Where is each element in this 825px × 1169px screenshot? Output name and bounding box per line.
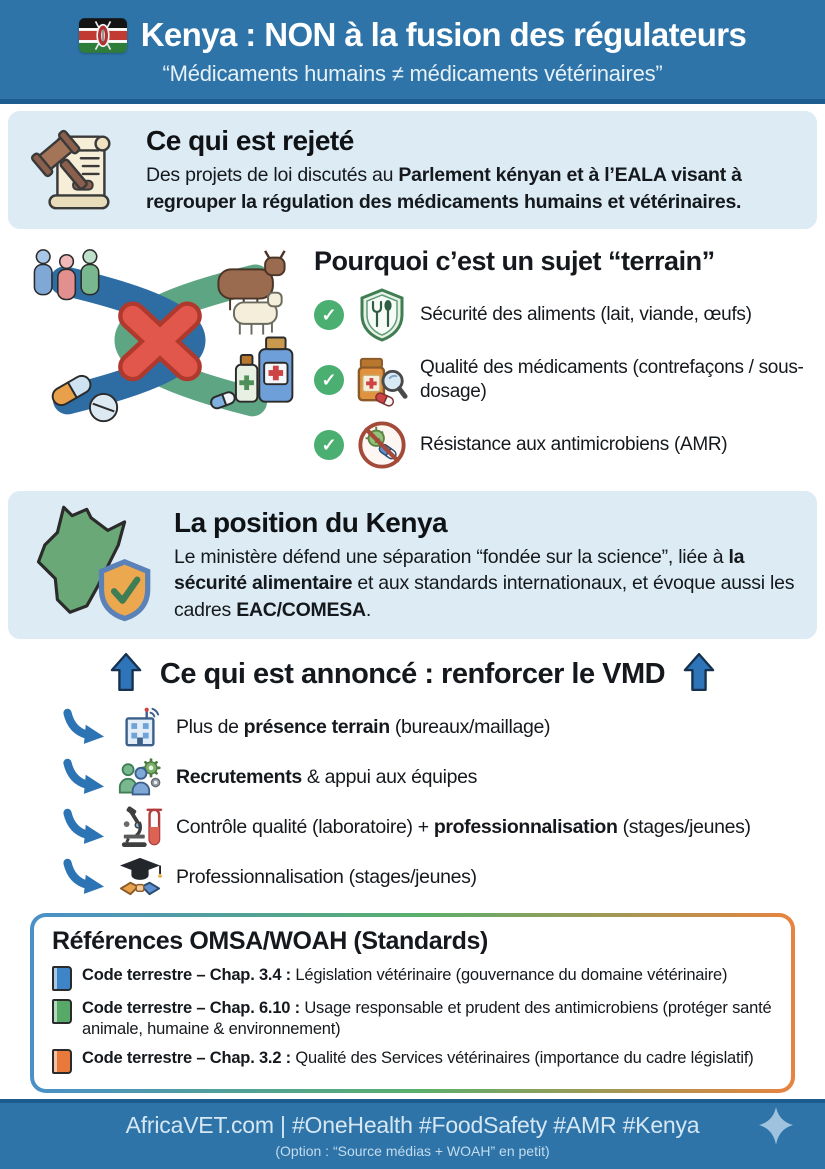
check-icon: ✓ bbox=[314, 430, 344, 460]
footer bbox=[0, 1099, 825, 1169]
check-icon: ✓ bbox=[314, 300, 344, 330]
announced-item-text bbox=[176, 716, 550, 739]
page-subtitle: “Médicaments humains ≠ médicaments vétérinaires” bbox=[162, 61, 663, 86]
book-icon bbox=[52, 1049, 72, 1074]
page-title: Kenya : NON à la fusion des régulateurs bbox=[140, 16, 747, 53]
swoosh-arrow-icon bbox=[62, 710, 104, 745]
lab-quality-icon bbox=[116, 805, 164, 849]
announced-text: Plus de bbox=[176, 715, 244, 738]
livestock-icon bbox=[218, 251, 284, 335]
announced-item bbox=[62, 855, 825, 899]
vmd-office-icon bbox=[116, 705, 164, 749]
reference-chapter: Code terrestre – Chap. 3.4 : bbox=[82, 966, 291, 984]
section-position bbox=[8, 491, 817, 639]
announced-item bbox=[62, 755, 825, 799]
medicine-quality-icon bbox=[355, 352, 409, 408]
reference-text bbox=[82, 965, 727, 986]
kenya-map-shield-icon bbox=[28, 503, 154, 627]
header bbox=[0, 0, 825, 104]
announced-text-bold: professionnalisation bbox=[433, 815, 618, 838]
amr-no-microbe-icon bbox=[355, 417, 409, 473]
why-item bbox=[314, 287, 811, 343]
check-icon: ✓ bbox=[314, 365, 344, 395]
swoosh-arrow-icon bbox=[62, 810, 104, 845]
announced-text-bold: présence terrain bbox=[243, 715, 390, 738]
section-announced bbox=[0, 646, 825, 907]
reference-item bbox=[52, 1048, 773, 1074]
sparkle-icon bbox=[757, 1105, 795, 1152]
position-title: La position du Kenya bbox=[174, 507, 448, 539]
up-arrow-icon bbox=[110, 652, 142, 697]
reference-item bbox=[52, 965, 773, 991]
training-handshake-icon bbox=[116, 855, 164, 899]
food-safety-shield-icon bbox=[355, 287, 409, 343]
announced-text: (stages/jeunes) bbox=[617, 815, 751, 838]
why-item bbox=[314, 417, 811, 473]
announced-title-row bbox=[0, 652, 825, 697]
rejected-textblock bbox=[146, 125, 797, 214]
reference-description: Législation vétérinaire (gouvernance du domaine vétérinaire) bbox=[290, 966, 728, 984]
position-bold-eac-comesa: EAC/COMESA bbox=[236, 598, 366, 621]
gavel-scroll-icon bbox=[28, 123, 126, 217]
reference-item bbox=[52, 998, 773, 1041]
crossover-illustration bbox=[14, 244, 306, 482]
announced-text: & appui aux équipes bbox=[301, 765, 477, 788]
humans-group-icon bbox=[34, 250, 98, 300]
why-item-text: Sécurité des aliments (lait, viande, œufs) bbox=[420, 303, 752, 325]
footer-source-note: (Option : “Source médias + WOAH” en petit) bbox=[275, 1142, 550, 1159]
reference-text bbox=[82, 998, 773, 1041]
kenya-flag-icon bbox=[79, 18, 127, 53]
position-text: Le ministère défend une séparation “fondée sur la science”, liée à bbox=[174, 546, 729, 569]
rejected-text-normal: Des projets de loi discutés au bbox=[146, 164, 399, 187]
rejected-text-bold: Parlement kényan et à l’EALA visant à regrouper la régulation des médicaments humains et vétérinaires. bbox=[146, 164, 742, 213]
position-body bbox=[174, 544, 797, 622]
section-rejected bbox=[8, 111, 817, 229]
announced-list bbox=[62, 705, 825, 899]
why-item bbox=[314, 352, 811, 408]
header-title-row bbox=[10, 16, 815, 54]
reference-text bbox=[82, 1048, 754, 1069]
swoosh-arrow-icon bbox=[62, 860, 104, 895]
rejected-body bbox=[146, 162, 797, 214]
rejected-title: Ce qui est rejeté bbox=[146, 125, 354, 157]
vet-medicines-icon bbox=[209, 337, 292, 409]
content bbox=[0, 104, 825, 1099]
up-arrow-icon bbox=[683, 652, 715, 697]
reference-chapter: Code terrestre – Chap. 3.2 : bbox=[82, 1048, 291, 1067]
footer-site-hashtags: AfricaVET.com | #OneHealth #FoodSafety #AMR #Kenya bbox=[125, 1111, 700, 1138]
announced-text: Professionnalisation (stages/jeunes) bbox=[176, 865, 477, 888]
reference-description: Qualité des Services vétérinaires (importance du cadre législatif) bbox=[290, 1048, 754, 1067]
recruitment-icon bbox=[116, 755, 164, 799]
announced-text: Contrôle qualité (laboratoire) + bbox=[176, 815, 434, 838]
why-title: Pourquoi c’est un sujet “terrain” bbox=[314, 246, 715, 276]
position-text: et aux standards internationaux, et évoque aussi les cadres bbox=[174, 572, 795, 621]
reference-description: Usage responsable et prudent des antimicrobiens (protéger santé animale, humaine & environnement) bbox=[82, 999, 772, 1039]
book-icon bbox=[52, 999, 72, 1024]
announced-item-text bbox=[176, 816, 751, 839]
position-textblock bbox=[174, 507, 797, 622]
announced-text-bold: Recrutements bbox=[176, 765, 302, 788]
position-text: . bbox=[365, 598, 372, 621]
why-item-text: Résistance aux antimicrobiens (AMR) bbox=[420, 433, 728, 455]
book-icon bbox=[52, 966, 72, 991]
announced-item bbox=[62, 805, 825, 849]
references-title: Références OMSA/WOAH (Standards) bbox=[52, 927, 488, 955]
why-list bbox=[314, 244, 811, 482]
section-references bbox=[30, 913, 795, 1093]
why-item-text: Qualité des médicaments (contrefaçons / sous-dosage) bbox=[420, 356, 804, 402]
reference-chapter: Code terrestre – Chap. 6.10 : bbox=[82, 999, 300, 1017]
announced-title: Ce qui est annoncé : renforcer le VMD bbox=[159, 658, 666, 690]
announced-item bbox=[62, 705, 825, 749]
announced-item-text bbox=[176, 766, 477, 789]
swoosh-arrow-icon bbox=[62, 760, 104, 795]
announced-text: (bureaux/maillage) bbox=[389, 715, 551, 738]
position-bold-food-safety: la sécurité alimentaire bbox=[174, 546, 745, 595]
announced-item-text bbox=[176, 866, 477, 889]
section-why bbox=[0, 236, 825, 484]
